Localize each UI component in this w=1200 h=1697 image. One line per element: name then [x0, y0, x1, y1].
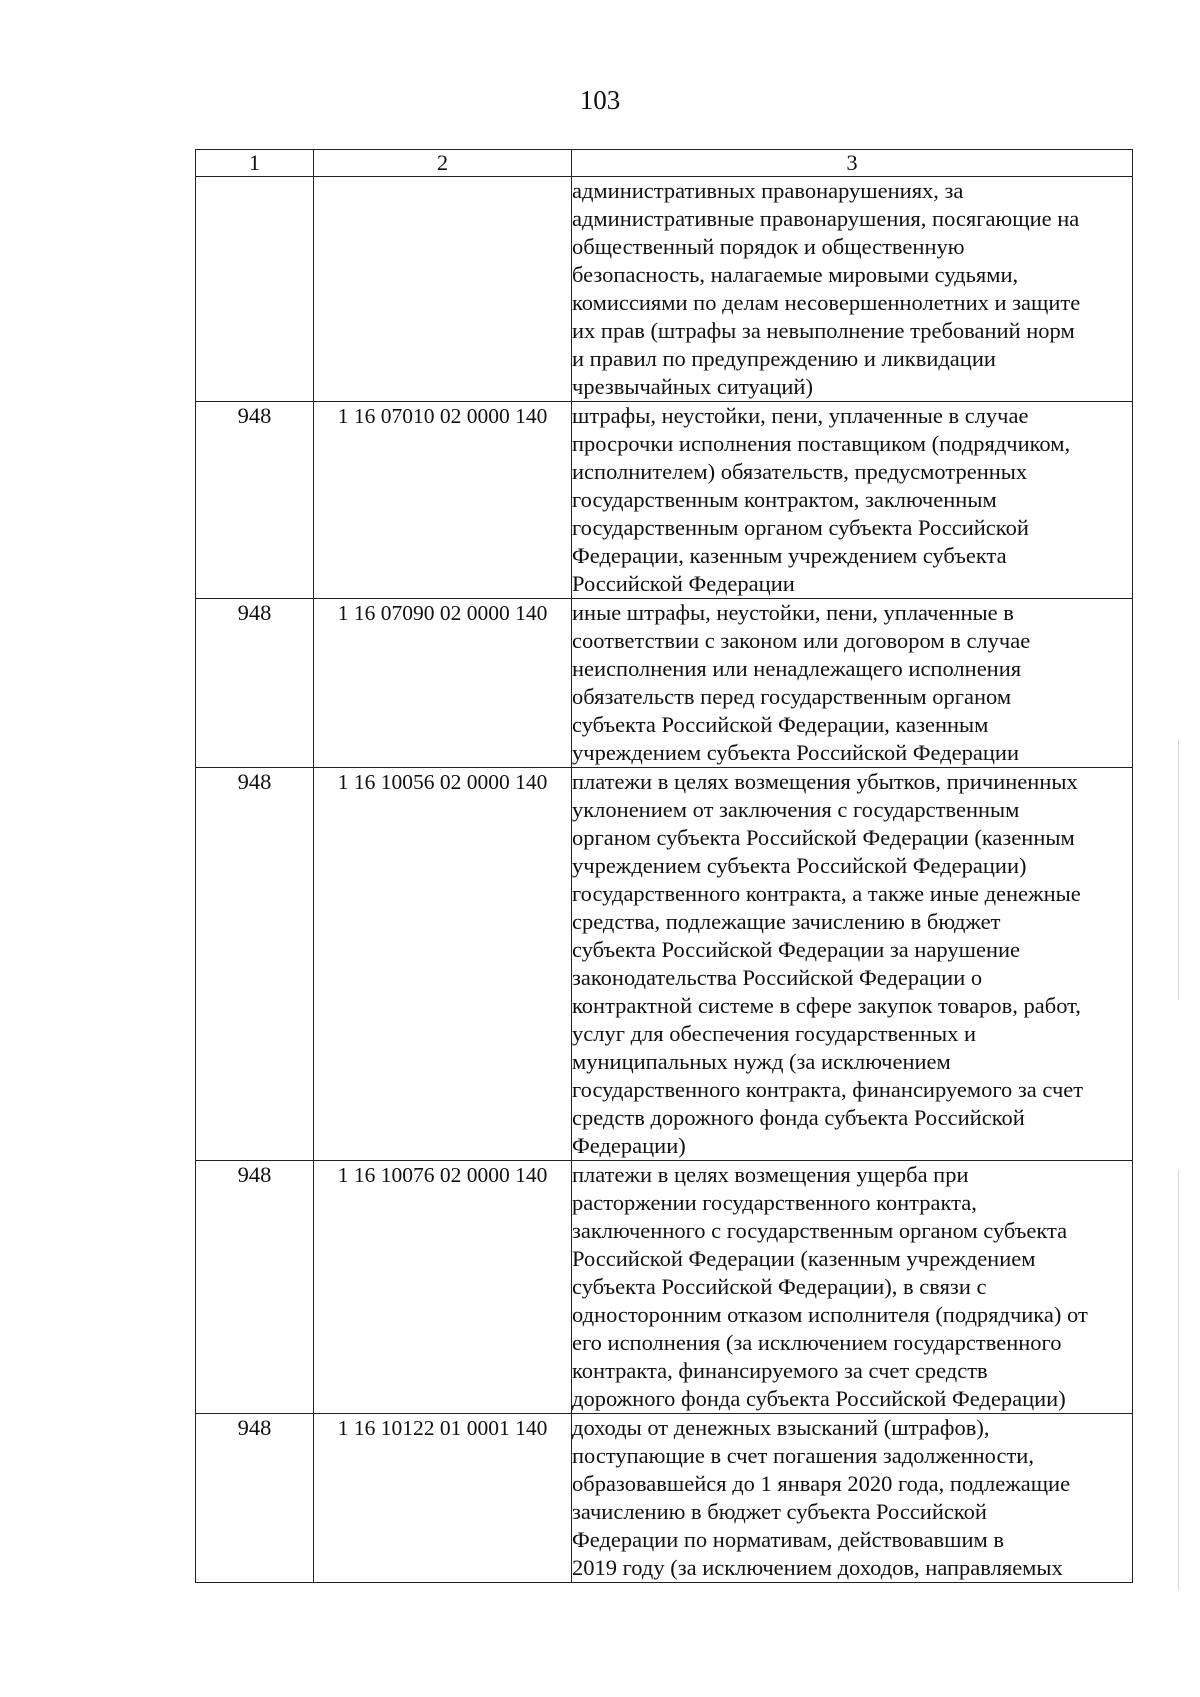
- description-line: безопасность, налагаемые мировыми судьями,: [572, 262, 1019, 287]
- description-line: доходы от денежных взысканий (штрафов),: [572, 1415, 990, 1440]
- description-line: органом субъекта Российской Федерации (казенным: [572, 825, 1075, 850]
- description-line: Российской Федерации: [572, 571, 795, 596]
- description-line: Федерации, казенным учреждением субъекта: [572, 543, 1007, 568]
- description-line: платежи в целях возмещения убытков, причиненных: [572, 769, 1078, 794]
- admin-code-cell: 948: [196, 768, 314, 1161]
- description-line: услуг для обеспечения государственных и: [572, 1021, 977, 1046]
- description-line: средства, подлежащие зачислению в бюджет: [572, 909, 1001, 934]
- description-line: расторжении государственного контракта,: [572, 1190, 977, 1215]
- description-line: муниципальных нужд (за исключением: [572, 1049, 951, 1074]
- table-row: [196, 768, 1133, 1161]
- admin-code-cell: 948: [196, 1161, 314, 1414]
- description-line: контрактной системе в сфере закупок товаров, работ,: [572, 993, 1081, 1018]
- description-line: его исполнения (за исключением государственного: [572, 1330, 1062, 1355]
- admin-code-cell: 948: [196, 1414, 314, 1583]
- table-row: [196, 177, 1133, 402]
- description-cell: [572, 768, 1133, 1161]
- description-line: образовавшейся до 1 января 2020 года, подлежащие: [572, 1471, 1071, 1496]
- description-line: административные правонарушения, посягающие на: [572, 206, 1080, 231]
- description-line: и правил по предупреждению и ликвидации: [572, 346, 996, 371]
- table-row: [196, 402, 1133, 599]
- description-line: средств дорожного фонда субъекта Российской: [572, 1105, 1025, 1130]
- column-header-2: 2: [314, 150, 572, 177]
- description-cell: [572, 402, 1133, 599]
- description-line: платежи в целях возмещения ущерба при: [572, 1162, 969, 1187]
- revenue-code-cell: 1 16 10056 02 0000 140: [314, 768, 572, 1161]
- description-cell: [572, 1414, 1133, 1583]
- description-line: государственного контракта, а также иные денежные: [572, 881, 1081, 906]
- column-header-1: 1: [196, 150, 314, 177]
- description-line: неисполнения или ненадлежащего исполнения: [572, 656, 1022, 681]
- description-line: уклонением от заключения с государственным: [572, 797, 1020, 822]
- description-line: штрафы, неустойки, пени, уплаченные в случае: [572, 403, 1029, 428]
- description-line: их прав (штрафы за невыполнение требований норм: [572, 318, 1075, 343]
- description-line: Федерации по нормативам, действовавшим в: [572, 1527, 1004, 1552]
- description-line: обязательств перед государственным органом: [572, 684, 1012, 709]
- revenue-code-cell: 1 16 07090 02 0000 140: [314, 599, 572, 768]
- page-number: 103: [579, 85, 621, 115]
- description-line: субъекта Российской Федерации за нарушение: [572, 937, 1021, 962]
- admin-code-cell: 948: [196, 402, 314, 599]
- admin-code-cell: [196, 177, 314, 402]
- revenue-codes-table: [195, 149, 1133, 1583]
- revenue-code-cell: 1 16 10076 02 0000 140: [314, 1161, 572, 1414]
- scan-artifact-right-edge: [1178, 740, 1179, 1000]
- description-line: субъекта Российской Федерации), в связи с: [572, 1274, 987, 1299]
- description-cell: [572, 1161, 1133, 1414]
- table-header-row: [196, 150, 1133, 177]
- description-line: односторонним отказом исполнителя (подрядчика) от: [572, 1302, 1088, 1327]
- column-header-3: 3: [572, 150, 1133, 177]
- description-line: административных правонарушениях, за: [572, 178, 964, 203]
- description-line: учреждением субъекта Российской Федерации): [572, 853, 1027, 878]
- description-line: чрезвычайных ситуаций): [572, 374, 813, 399]
- description-line: Федерации): [572, 1133, 686, 1158]
- table-header: [196, 150, 1133, 177]
- description-cell: [572, 177, 1133, 402]
- description-line: комиссиями по делам несовершеннолетних и защите: [572, 290, 1081, 315]
- scan-artifact-right-edge-lower: [1178, 1170, 1179, 1590]
- table-row: [196, 1161, 1133, 1414]
- description-line: государственного контракта, финансируемого за счет: [572, 1077, 1084, 1102]
- table-row: [196, 599, 1133, 768]
- description-line: государственным органом субъекта Российской: [572, 515, 1029, 540]
- description-line: исполнителем) обязательств, предусмотренных: [572, 459, 1028, 484]
- revenue-code-cell: [314, 177, 572, 402]
- description-line: Российской Федерации (казенным учреждением: [572, 1246, 1036, 1271]
- description-line: субъекта Российской Федерации, казенным: [572, 712, 989, 737]
- description-line: государственным контрактом, заключенным: [572, 487, 997, 512]
- description-line: соответствии с законом или договором в случае: [572, 628, 1031, 653]
- description-line: законодательства Российской Федерации о: [572, 965, 983, 990]
- description-line: заключенного с государственным органом субъекта: [572, 1218, 1068, 1243]
- description-line: просрочки исполнения поставщиком (подрядчиком,: [572, 431, 1071, 456]
- description-line: иные штрафы, неустойки, пени, уплаченные в: [572, 600, 1014, 625]
- table-row: [196, 1414, 1133, 1583]
- description-line: зачислению в бюджет субъекта Российской: [572, 1499, 987, 1524]
- description-line: поступающие в счет погашения задолженности,: [572, 1443, 1034, 1468]
- description-cell: [572, 599, 1133, 768]
- description-line: общественный порядок и общественную: [572, 234, 965, 259]
- revenue-code-cell: 1 16 10122 01 0001 140: [314, 1414, 572, 1583]
- table-body: [196, 177, 1133, 1583]
- description-line: 2019 году (за исключением доходов, направляемых: [572, 1555, 1063, 1580]
- revenue-code-cell: 1 16 07010 02 0000 140: [314, 402, 572, 599]
- description-line: контракта, финансируемого за счет средств: [572, 1358, 988, 1383]
- description-line: учреждением субъекта Российской Федерации: [572, 740, 1019, 765]
- description-line: дорожного фонда субъекта Российской Федерации): [572, 1386, 1066, 1411]
- admin-code-cell: 948: [196, 599, 314, 768]
